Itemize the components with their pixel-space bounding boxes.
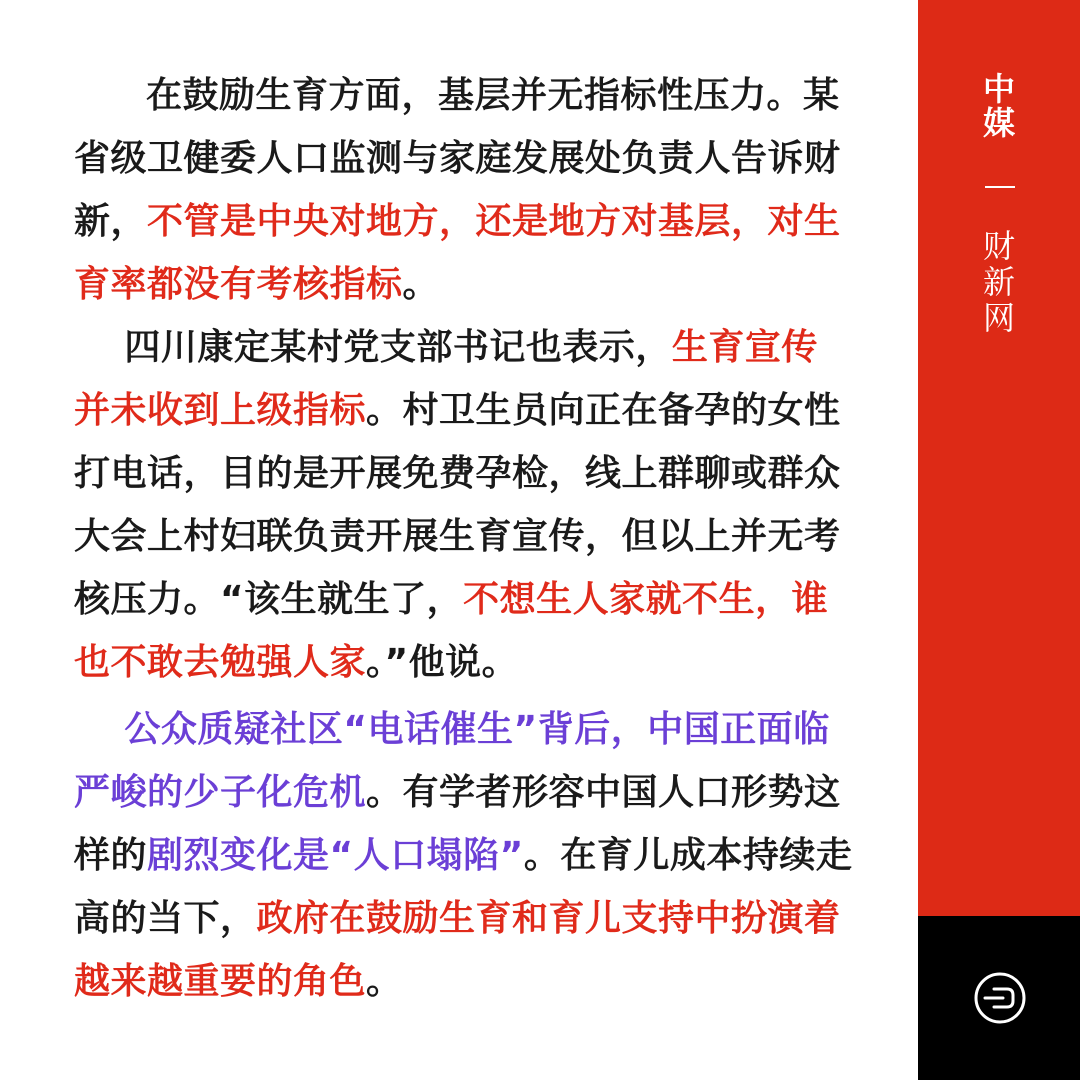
sidebar-red-panel xyxy=(918,0,1080,916)
brand-char: 中 xyxy=(982,70,1015,108)
p2-text: 四川康定某村党支部书记也表示， xyxy=(124,327,672,368)
p2-end: 。”他说。 xyxy=(366,642,519,683)
p1-text: 在鼓励生育方面，基层并无指标性压力。某省级卫健委人口监测与家庭发展处负责人告诉财新， xyxy=(74,75,841,242)
brand-label xyxy=(918,72,1080,140)
p3-highlight-3: 政府在鼓励生育和育儿支持中扮演着越来越重要的角色 xyxy=(74,898,841,1002)
source-label xyxy=(918,228,1080,336)
p1-end: 。 xyxy=(402,264,440,305)
source-char: 新 xyxy=(982,263,1015,301)
p3-end: 。 xyxy=(366,961,403,1002)
p2-highlight-2: 不想生人家就不生，谁也不敢去勉强人家 xyxy=(74,579,829,683)
article-body xyxy=(74,64,854,1013)
source-char: 财 xyxy=(982,227,1015,265)
p3-text: 。有学者形容中国人口形势这样的 xyxy=(74,772,841,876)
source-char: 网 xyxy=(982,299,1015,337)
p3-highlight-1: 公众质疑社区“电话催生”背后，中国正面临严峻的少子化危机 xyxy=(74,709,830,813)
brand-char: 媒 xyxy=(982,104,1015,142)
p1-highlight: 不管是中央对地方，还是地方对基层，对生育率都没有考核指标 xyxy=(74,201,841,305)
sidebar-divider xyxy=(985,186,1015,188)
circle-logo-icon xyxy=(973,971,1027,1025)
paragraph-1 xyxy=(74,64,854,316)
p3-text-2: 。在育儿成本持续走高的当下， xyxy=(74,835,853,939)
paragraph-3 xyxy=(74,698,854,1013)
p2-highlight-1: 生育宣传并未收到上级指标 xyxy=(74,327,818,431)
p2-text-2: 。村卫生员向正在备孕的女性打电话，目的是开展免费孕检，线上群聊或群众大会上村妇联负责开展生育宣传，但以上并无考核压力。“该生就生了， xyxy=(74,390,841,620)
paragraph-2 xyxy=(74,316,854,694)
sidebar-black-panel xyxy=(918,916,1080,1080)
p3-highlight-2: 剧烈变化是“人口塌陷” xyxy=(147,835,524,876)
